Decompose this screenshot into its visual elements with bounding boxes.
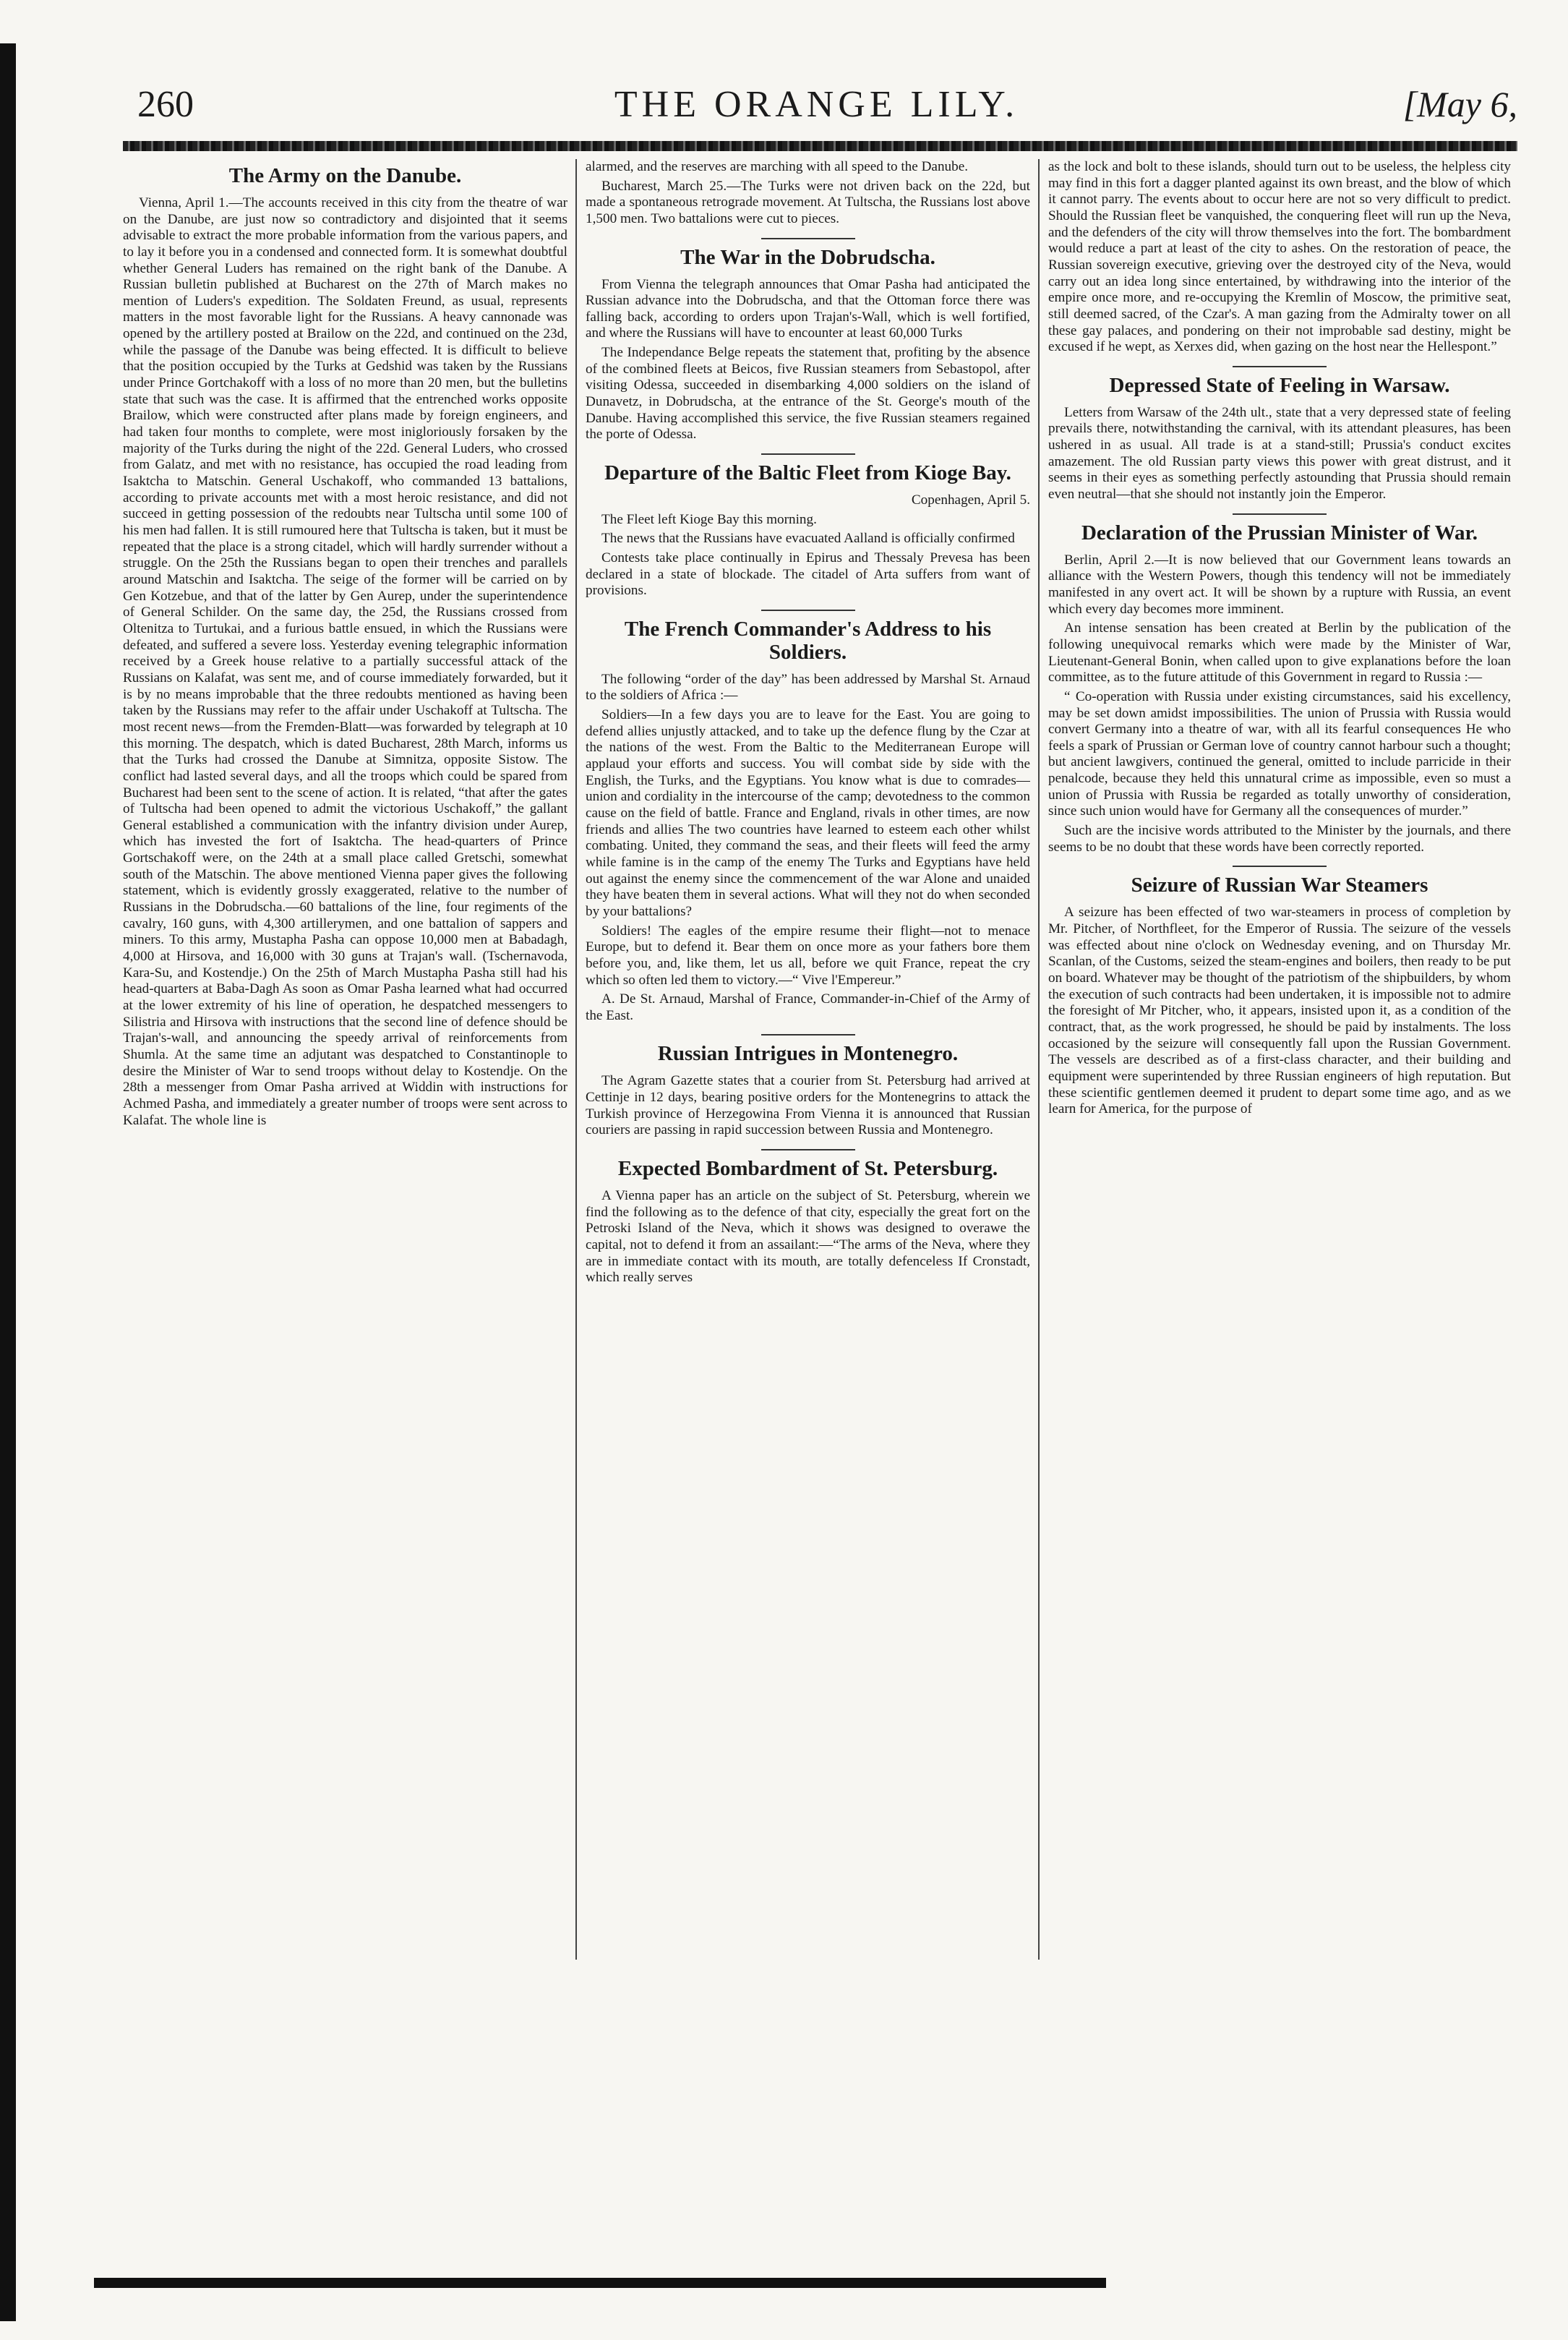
article-title-dobrudscha: The War in the Dobrudscha. [680,245,935,269]
article-columns [123,159,1518,1967]
column-rule [1038,159,1040,1960]
running-title: THE ORANGE LILY. [614,84,1019,125]
article-paragraph: The following “order of the day” has been addressed by Marshal St. Arnaud to the soldiers of Africa :— [586,671,1030,704]
article-title-bombardment: Expected Bombardment of St. Petersburg. [617,1156,998,1180]
article-paragraph: The Fleet left Kioge Bay this morning. [601,511,817,527]
separator [761,1034,855,1036]
article-title-baltic-fleet: Departure of the Baltic Fleet from Kioge Bay. [604,461,1011,485]
article-paragraph: alarmed, and the reserves are marching with all speed to the Danube. [586,159,969,174]
article-title-army-danube: The Army on the Danube. [228,164,462,187]
column-rule [575,159,577,1960]
separator [761,1149,855,1150]
article-paragraph: A seizure has been effected of two war-steamers in process of completion by Mr. Pitcher, of Northfleet, for the Emperor of Russia. The seizure of the vessels was effected about nine o'clock on Wednesday evening, and on Thursday Mr. Scanlan, of the Customs, seized the steam-engines and boilers, then ready to be put on board. Whatever may be thought of the patriotism of the shipbuilders, by whom the execution of such contracts had been undertaken, it is impossible not to admire the foresight of Mr Pitcher, who, it appears, insisted upon it, as a condition of the contract, that, as the work progressed, he should be paid by instalments. The loss occasioned by the seizure will consequently fall upon the Russian Government. The vessels are described as of a first-class character, and their building and equipment were superintended by three Russian engineers of high reputation. But these scientific gentlemen deemed it prudent to depart some time ago, and as we learn for America, for the purpose of [1048,905,1511,1117]
article-paragraph: A Vienna paper has an article on the subject of St. Petersburg, wherein we find the following as to the defence of that city, especially the great fort on the Petroski Island of the Neva, which it shows was designed to overawe the capital, not to defend it from an assailant:—“The arms of the Neva, where they are in immediate contact with its mouth, are totally defenceless If Cronstadt, which really serves [586,1187,1030,1286]
page-number: 260 [137,84,194,125]
column-2 [586,159,1030,1960]
article-paragraph: Vienna, April 1.—The accounts received in this city from the theatre of war on the Danube, are just now so contradictory and disjointed that it seems advisable to extract the more probable information from the various papers, and to lay it before you in a condensed and connected form. It is somewhat doubtful whether General Luders has remained on the right bank of the Danube. A Russian bulletin published at Bucharest on the 27th of March makes no mention of Luders's expedition. The Soldaten Freund, as usual, represents matters in the most favorable light for the Russians. A heavy cannonade was opened by the artillery posted at Brailow on the 22d, and continued on the 23d, while the passage of the Danube was being effected. It is difficult to believe that the position occupied by the Turks at Gedshid was taken by the Russians under Prince Gortchakoff with a loss of no more than 20 men, but the bulletins state that such was the case. It is affirmed that the entrenched works opposite Brailow, which were constructed after plans made by foreign engineers, and had taken four months to complete, were most inigloriously forsaken by the majority of the Turks during the night of the 22d. General Luders, who crossed from Galatz, and met with no resistance, has occupied the road leading from Isaktcha to Matschin. General Uschakoff, who commanded 13 battalions, according to private accounts met with a most heroic resistance, and did not succeed in getting possession of the redoubts near Tultscha until some 100 of his men had fallen. It is still rumoured here that Tultscha is taken, but it must be repeated that the place is a strong citadel, which will hardly surrender without a struggle. On the 25th the Russians began to open their trenches and parallels around Matschin and Isaktcha. The seige of the former will be carried on by Gen Kotzebue, and that of the latter by Gen Aurep, under the superintendence of General Schilder. On the same day, the 25d, the Russians crossed from Oltenitza to Turtukai, and a furious battle ensued, in which the Russians were defeated, and suffered a severe loss. Yesterday evening telegraphic information received by a Greek house relative to a partially successful attack of the Russians on Kalafat, was sent me, and of course immediately forwarded, but it is by no means improbable that the three redoubts mentioned as having been taken by the Russians may refer to the affair under Uschakoff at Tultscha. The most recent news—from the Fremden-Blatt—was forwarded by telegraph at 10 this morning. The despatch, which is dated Bucharest, 28th March, informs us that the Turks had crossed the Danube at Simnitza, opposite Sistow. The conflict had lasted several days, and all the troops which could be spared from Bucharest had been sent to the scene of action. It is related, “that after the gates of Tultscha had been opened to admit the victorious Uschakoff,” the gallant General established a communication with the infantry division under Aurep, which has invested the fort of Isaktcha. The head-quarters of Prince Gortschakoff were, on the 24th at a small place called Gretschi, somewhat south of the Matschin. The above mentioned Vienna paper gives the following statement, which is evidently grossly exaggerated, relative to the number of Russians in the Dobrudscha.—60 battalions of the line, four regiments of the cavalry, 160 guns, with 4,300 artillerymen, and one battalion of sappers and miners. To this army, Mustapha Pasha can oppose 10,000 men at Babadagh, 4,000 at Hirsova, and 16,000 with 30 guns at Trajan's wall. (Tschernavoda, Kara-Su, and Kostendje.) On the 25th of March Mustapha Pasha still had his head-quarters at Baba-Dagh As soon as Omar Pasha learned what had occurred at the lower extremity of his line of operation, he despatched messengers to Silistria and Hirsova with instructions that the second line of defence should be Trajan's-wall, and announcing the speedy arrival of reinforcements from Shumla. At the same time an adjutant was despatched to Constantinople to desire the Minister of War to send troops without delay to Kostendje. On the 28th a messenger from Omar Pasha arrived at Widdin with instructions for Achmed Pasha, and immediately a greater number of troops were sent across to Kalafat. The whole line is [123,195,567,1128]
article-paragraph: The Independance Belge repeats the statement that, profiting by the absence of the combined fleets at Beicos, five Russian steamers from Sebastopol, after visiting Odessa, succeeded in disembarking 4,000 soldiers on the island of Dunavetz, in Dobrudscha, at the entrance of the St. George's mouth of the Danube. Having accomplished this service, the five Russian steamers regained the porte of Odessa. [586,345,1030,443]
separator [761,610,855,611]
separator [761,453,855,455]
article-paragraph: Contests take place continually in Epirus and Thessaly Prevesa has been declared in a state of blockade. The citadel of Arta suffers from want of provisions. [586,550,1030,599]
article-dateline: Copenhagen, April 5. [911,492,1030,508]
page-edge-bar [0,43,16,2321]
column-3 [1048,159,1511,1960]
article-title-seizure: Seizure of Russian War Steamers [1131,874,1428,897]
page-header [108,83,1525,141]
article-signature: A. De St. Arnaud, Marshal of France, Commander-in-Chief of the Army of the East. [586,991,1030,1023]
article-paragraph: Bucharest, March 25.—The Turks were not driven back on the 22d, but made a spontaneous retrograde movement. At Tultscha, the Russians lost above 1,500 men. Two battalions were cut to pieces. [586,178,1030,226]
separator [1233,866,1327,867]
article-title-french-address: The French Commander's Address to his Soldiers. [624,617,992,664]
article-title-prussian-minister: Declaration of the Prussian Minister of War. [1081,521,1478,545]
article-paragraph: Soldiers—In a few days you are to leave for the East. You are going to defend allies unjustly attacked, and to take up the defence flung by the Czar at the nations of the west. From the Baltic to the Mediterranean Europe will applaud your efforts and success. You will combat side by side with the English, the Turks, and the Egyptians. You know what is due to comrades—union and cordiality in the intercourse of the camp; devotedness to the common cause on the field of battle. France and England, rivals in other times, are now friends and allies The two countries have learned to esteem each other whilst combating. United, they command the seas, and their fleets will feed the army while famine is in the camp of the enemy The Turks and Egyptians have held out against the enemy since the commencement of the war Alone and unaided they have beaten them in several actions. What will they not do when seconded by your battalions? [586,707,1030,919]
article-paragraph: Berlin, April 2.—It is now believed that our Government leans towards an alliance with the Western Powers, though this tendency will not be immediately manifested in any overt act. It will be shown by a rupture with Russia, an event which every day becomes more imminent. [1048,552,1511,617]
column-1 [123,159,567,1960]
issue-dateline: [May 6, [1402,84,1517,124]
header-rule [123,141,1517,151]
separator [1233,513,1327,515]
article-paragraph: Soldiers! The eagles of the empire resume their flight—not to menace Europe, but to defend it. Bear them on once more as your fathers bore them before you, and, like them, let us all, before we quit France, repeat the cry which so often led them to victory.—“ Vive l'Empereur.” [586,923,1030,988]
article-paragraph: Letters from Warsaw of the 24th ult., state that a very depressed state of feeling prevails there, notwithstanding the carnival, with its attendant pleasures, has been ushered in as usual. All trade is at a stand-still; Prussia's conduct excites amazement. The old Russian party views this power with great distrust, and it seems in their eyes as something perfectly astounding that Prussia should remain even neutral—that she should not instantly join the Emperor. [1048,404,1511,503]
article-paragraph: An intense sensation has been created at Berlin by the publication of the following unequivocal remarks which were made by the Minister of War, Lieutenant-General Bonin, when called upon to give explanations before the loan committee, as to the future attitude of this Government in regard to Russia :— [1048,620,1511,686]
article-paragraph: as the lock and bolt to these islands, should turn out to be useless, the helpless city may find in this fort a dagger planted against its own breast, and the blow of which it cannot parry. The events about to occur here are not so very difficult to predict. Should the Russian fleet be vanquished, the conquering fleet will run up the Neva, and the defenders of the city will throw themselves into the fort. The bombardment would reduce a part at least of the city to ashes. On the restoration of peace, the Russian sovereign executive, grieving over the destroyed city of the Neva, would carry out an idea long since entertained, by withdrawing into the interior of the empire once more, and re-occupying the Kremlin of Moscow, the primitive seat, still deemed sacred, of the Czar's. A man gazing from the Admiralty tower on all these gay palaces, and pondering on their not improbable sad destiny, might be excused if he wept, as Xerxes did, when gazing on the host near the Hellespont.” [1048,159,1511,355]
article-paragraph: “ Co-operation with Russia under existing circumstances, said his excellency, may be set down amidst impossibilities. The union of Prussia with Russia would convert Germany into a theatre of war, with all its fearful consequences He who feels a spark of Prussian or German love of country cannot harbour such a thought; but ancient lawgivers, continued the general, omitted to include parricide in their penalcode, because they held this unnatural crime as impossible, even so must a union of Prussia with Russia be regarded as totally unworthy of consideration, since such union would have for Germany all the consequences of murder.” [1048,688,1511,819]
footer-rule [94,2278,1106,2288]
article-title-warsaw: Depressed State of Feeling in Warsaw. [1109,373,1450,397]
article-title-montenegro: Russian Intrigues in Montenegro. [657,1042,959,1066]
article-paragraph: The Agram Gazette states that a courier from St. Petersburg had arrived at Cettinje in 12 days, bearing positive orders for the Montenegrins to attack the Turkish province of Herzegowina From Vienna it is announced that Russian couriers are passing in rapid succession between Russia and Montenegro. [586,1073,1030,1138]
article-paragraph: From Vienna the telegraph announces that Omar Pasha had anticipated the Russian advance into the Dobrudscha, and that the Ottoman force there was falling back, according to orders upon Trajan's-Wall, which is well fortified, and where the Russians will have to encounter at least 60,000 Turks [586,276,1030,341]
article-paragraph: The news that the Russians have evacuated Aalland is officially confirmed [601,531,1015,547]
article-paragraph: Such are the incisive words attributed to the Minister by the journals, and there seems to be no doubt that these words have been correctly reported. [1048,823,1511,855]
separator [1233,366,1327,367]
separator [761,238,855,239]
